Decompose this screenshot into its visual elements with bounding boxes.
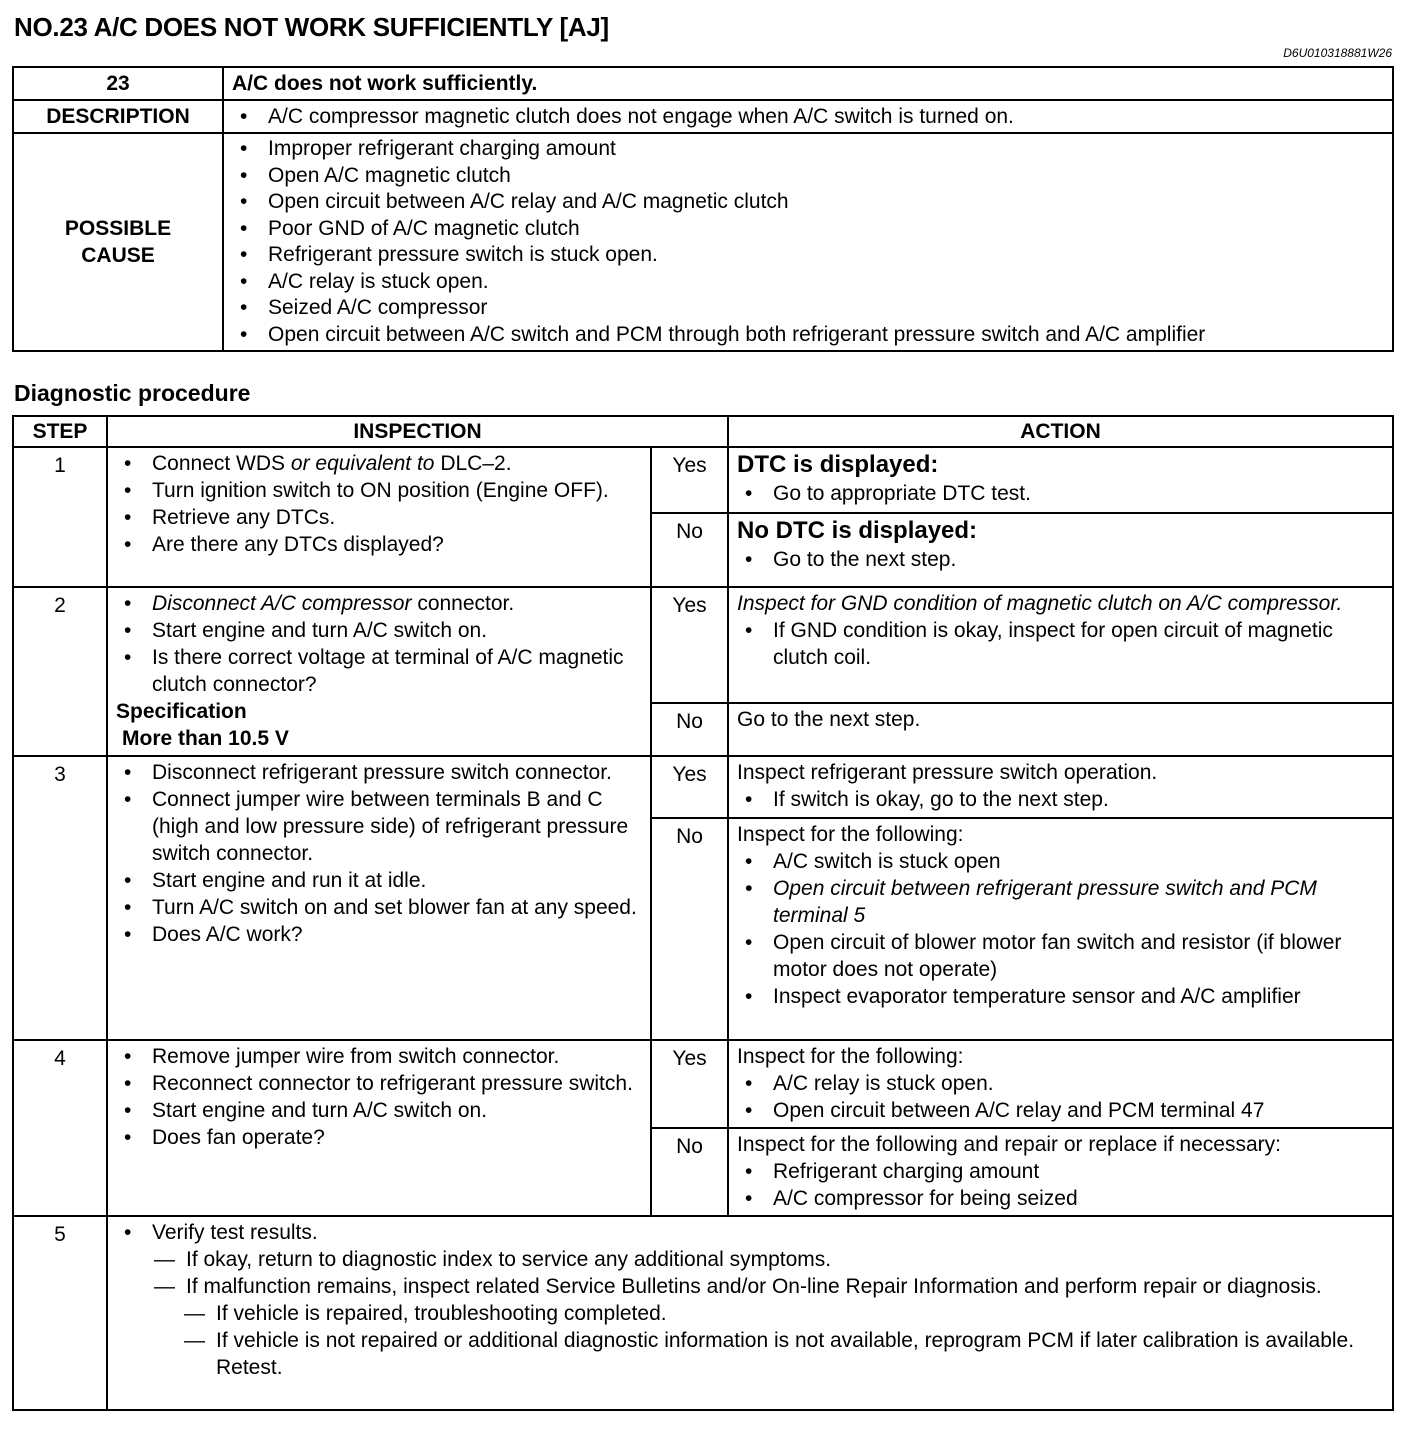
yes-label: Yes — [651, 447, 728, 513]
possible-cause-label-line-1: POSSIBLE — [64, 217, 172, 240]
possible-cause-row — [13, 133, 1393, 351]
list-item: • Start engine and turn A/C switch on. — [152, 617, 642, 644]
list-item: • Refrigerant pressure switch is stuck open. — [268, 242, 1384, 269]
header-step: STEP — [13, 416, 107, 447]
document-id: D6U010318881W26 — [1283, 46, 1392, 60]
no-label: No — [651, 513, 728, 587]
symptom-number: 23 — [13, 67, 223, 100]
page-title: NO.23 A/C DOES NOT WORK SUFFICIENTLY [AJ] — [14, 12, 609, 42]
list-item: • A/C relay is stuck open. — [268, 269, 1384, 296]
list-item: • Retrieve any DTCs. — [152, 504, 642, 531]
description-label: DESCRIPTION — [13, 100, 223, 133]
header-inspection: INSPECTION — [107, 416, 728, 447]
specification-value: More than 10.5 V — [122, 727, 289, 750]
table-header-row — [13, 416, 1393, 447]
action-text: Inspect for the following: — [737, 823, 964, 846]
action-text: Inspect refrigerant pressure switch operation. — [737, 761, 1158, 784]
list-item: • Remove jumper wire from switch connector. — [152, 1043, 642, 1070]
list-item: • Seized A/C compressor — [268, 295, 1384, 322]
action-text: Inspect for the following and repair or replace if necessary: — [737, 1133, 1281, 1156]
inspection-cell — [107, 447, 651, 587]
step-number: 3 — [13, 756, 107, 1040]
step-number: 2 — [13, 587, 107, 756]
action-text: Inspect for the following: — [737, 1045, 964, 1068]
inspection-cell — [107, 1040, 651, 1216]
list-item: • Open A/C magnetic clutch — [268, 163, 1384, 190]
no-label: No — [651, 1128, 728, 1216]
list-item: • If GND condition is okay, inspect for open circuit of magnetic clutch coil. — [773, 617, 1384, 671]
list-item: • A/C relay is stuck open. — [773, 1070, 1384, 1097]
description-row — [13, 100, 1393, 133]
list-item: • Does A/C work? — [152, 921, 642, 948]
list-item: • Open circuit between refrigerant pressure switch and PCM terminal 5 — [773, 875, 1384, 929]
list-item: • Open circuit of blower motor fan switch and resistor (if blower motor does not operate) — [773, 929, 1384, 983]
list-item: • Does fan operate? — [152, 1124, 642, 1151]
yes-label: Yes — [651, 587, 728, 703]
inspection-cell — [107, 756, 651, 1040]
header-action: ACTION — [728, 416, 1393, 447]
list-item: • A/C compressor for being seized — [773, 1185, 1384, 1212]
list-item: • Start engine and turn A/C switch on. — [152, 1097, 642, 1124]
action-no-cell — [728, 1128, 1393, 1216]
symptom-name: A/C does not work sufficiently. — [223, 67, 1393, 100]
list-item: • Reconnect connector to refrigerant pressure switch. — [152, 1070, 642, 1097]
possible-cause-list-cell — [223, 133, 1393, 351]
list-item: • Go to the next step. — [773, 546, 1384, 573]
list-item: • Verify test results. — If okay, return to diagnostic index to service any additional symptoms. — If malfunction remains, inspect related Service Bulletins and/or On-line Repair Information and perform repair or diagnosis. — If vehicle is repaired, troubleshooting completed. — If vehicle is not repaired or additional diagnostic information is not available, reprogram PCM if later calibration is available. Retest. — [152, 1219, 1384, 1381]
description-text: • A/C compressor magnetic clutch does not engage when A/C switch is turned on. — [268, 103, 1384, 130]
list-item: • Turn ignition switch to ON position (Engine OFF). — [152, 477, 642, 504]
table-row — [13, 1040, 1393, 1128]
action-heading: DTC is displayed: — [737, 451, 939, 478]
action-text: Go to the next step. — [737, 708, 921, 731]
table-row — [13, 447, 1393, 513]
action-heading: No DTC is displayed: — [737, 517, 978, 544]
possible-cause-label — [13, 133, 223, 351]
list-item: • A/C switch is stuck open — [773, 848, 1384, 875]
possible-cause-list — [232, 136, 1384, 348]
action-yes-cell — [728, 756, 1393, 818]
no-label: No — [651, 818, 728, 1040]
list-item: • Connect jumper wire between terminals B and C (high and low pressure side) of refrigerant pressure switch connector. — [152, 786, 642, 867]
action-yes-cell — [728, 587, 1393, 703]
action-no-cell — [728, 818, 1393, 1040]
list-item: • Refrigerant charging amount — [773, 1158, 1384, 1185]
step-number: 1 — [13, 447, 107, 587]
inspection-cell — [107, 587, 651, 756]
list-item: • Poor GND of A/C magnetic clutch — [268, 216, 1384, 243]
verify-results-cell — [107, 1216, 1393, 1410]
symptom-summary-table — [12, 66, 1394, 352]
list-item: • Inspect evaporator temperature sensor and A/C amplifier — [773, 983, 1384, 1010]
specification-label: Specification — [116, 700, 247, 723]
list-item: • Start engine and run it at idle. — [152, 867, 642, 894]
list-item: • Open circuit between A/C relay and PCM terminal 47 — [773, 1097, 1384, 1124]
list-item: • Go to appropriate DTC test. — [773, 480, 1384, 507]
list-item: • Are there any DTCs displayed? — [152, 531, 642, 558]
list-item: — If vehicle is not repaired or additional diagnostic information is not available, reprogram PCM if later calibration is available. Retest. — [216, 1327, 1384, 1381]
list-item: • Open circuit between A/C switch and PCM through both refrigerant pressure switch and A/C amplifier — [268, 322, 1384, 349]
list-item: • Disconnect refrigerant pressure switch connector. — [152, 759, 642, 786]
list-item: — If vehicle is repaired, troubleshooting completed. — [216, 1300, 1384, 1327]
action-text: Inspect for GND condition of magnetic clutch on A/C compressor. — [737, 592, 1343, 615]
list-item: • If switch is okay, go to the next step. — [773, 786, 1384, 813]
list-item: — If okay, return to diagnostic index to service any additional symptoms. — [186, 1246, 1384, 1273]
step-number: 5 — [13, 1216, 107, 1410]
list-item: • Open circuit between A/C relay and A/C magnetic clutch — [268, 189, 1384, 216]
no-label: No — [651, 703, 728, 756]
description-cell — [223, 100, 1393, 133]
action-no-cell — [728, 703, 1393, 756]
table-row — [13, 756, 1393, 818]
list-item: • Connect WDS or equivalent to DLC–2. — [152, 450, 642, 477]
yes-label: Yes — [651, 1040, 728, 1128]
symptom-row — [13, 67, 1393, 100]
list-item: — If malfunction remains, inspect related Service Bulletins and/or On-line Repair Information and perform repair or diagnosis. — If vehicle is repaired, troubleshooting completed. — If vehicle is not repaired or additional diagnostic information is not available, reprogram PCM if later calibration is available. Retest. — [186, 1273, 1384, 1381]
procedure-heading: Diagnostic procedure — [14, 380, 251, 406]
yes-label: Yes — [651, 756, 728, 818]
action-yes-cell — [728, 447, 1393, 513]
list-item: • Improper refrigerant charging amount — [268, 136, 1384, 163]
list-item: • Turn A/C switch on and set blower fan at any speed. — [152, 894, 642, 921]
list-item: • Is there correct voltage at terminal of A/C magnetic clutch connector? — [152, 644, 642, 698]
table-row — [13, 1216, 1393, 1410]
table-row — [13, 587, 1393, 703]
action-no-cell — [728, 513, 1393, 587]
possible-cause-label-line-2: CAUSE — [81, 244, 155, 267]
diagnostic-procedure-table — [12, 415, 1394, 1411]
step-number: 4 — [13, 1040, 107, 1216]
action-yes-cell — [728, 1040, 1393, 1128]
list-item: • Disconnect A/C compressor connector. — [152, 590, 642, 617]
